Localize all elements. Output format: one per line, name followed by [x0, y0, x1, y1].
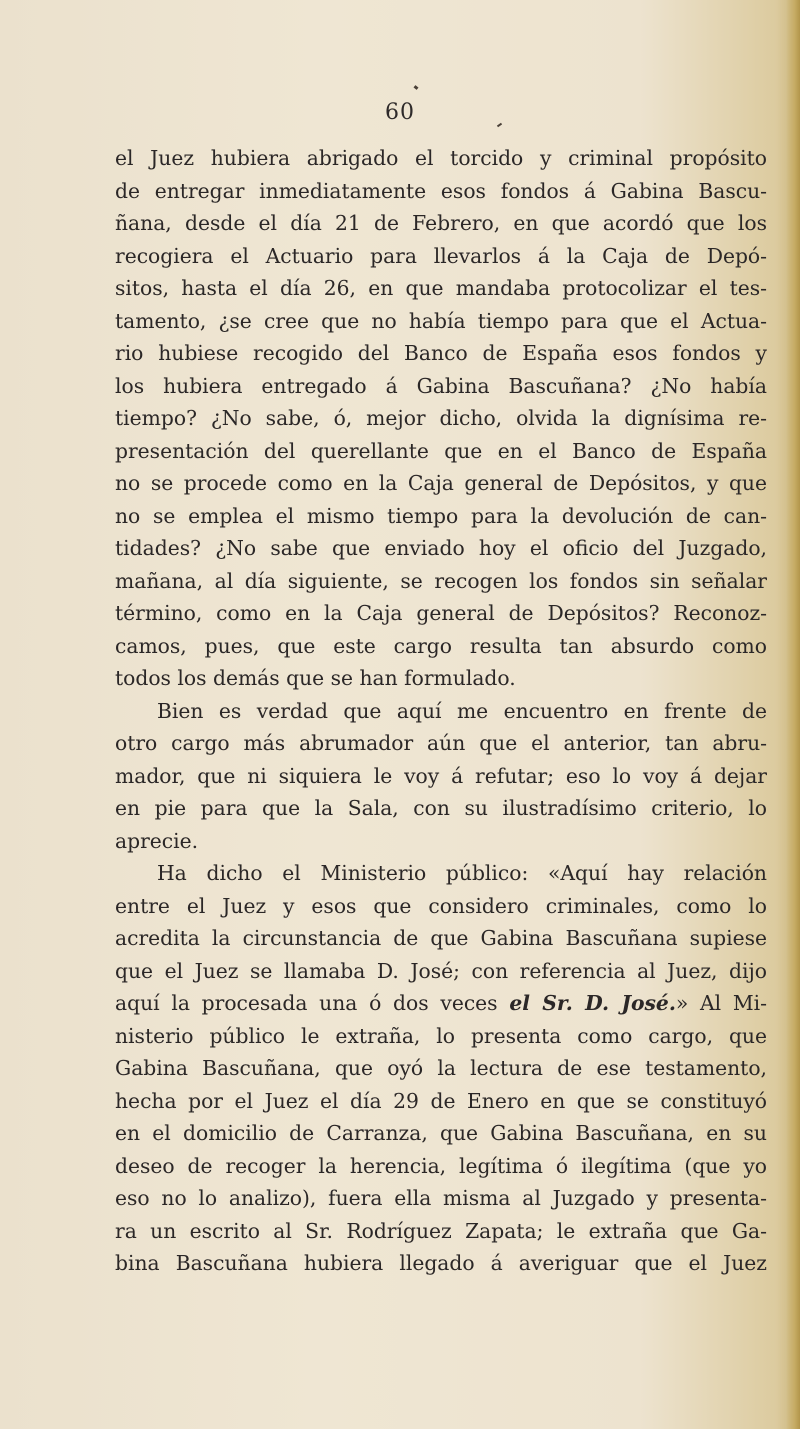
- text-line-with-italics: [115, 987, 767, 1020]
- ink-speck: [414, 85, 419, 90]
- text-line: tiempo? ¿No sabe, ó, mejor dicho, olvida la dignísima re-: [115, 406, 767, 430]
- text-line: todos los demás que se han formulado.: [115, 666, 516, 690]
- text-line: no se procede como en la Caja general de Depósitos, y que: [115, 471, 767, 495]
- page-number: 60: [385, 100, 415, 125]
- text-line: rio hubiese recogido del Banco de España esos fondos y: [115, 341, 767, 365]
- text-line: aprecie.: [115, 828, 199, 853]
- text-line: deseo de recoger la herencia, legítima ó ilegítima (que yo: [115, 1153, 767, 1178]
- text-line: tidades? ¿No sabe que enviado hoy el oficio del Juzgado,: [115, 536, 767, 560]
- text-line: nisterio público le extraña, lo presenta como cargo, que: [115, 1023, 767, 1048]
- text-line: mañana, al día siguiente, se recogen los fondos sin señalar: [115, 568, 767, 593]
- text-line: en pie para que la Sala, con su ilustradísimo criterio, lo: [115, 796, 767, 820]
- text-line: ñana, desde el día 21 de Febrero, en que acordó que los: [115, 211, 767, 235]
- text-line: ra un escrito al Sr. Rodríguez Zapata; le extraña que Ga-: [115, 1218, 767, 1243]
- text-line: presentación del querellante que en el Banco de España: [115, 438, 767, 463]
- text-line: que el Juez se llamaba D. José; con referencia al Juez, dijo: [115, 958, 767, 983]
- text-line: tamento, ¿se cree que no había tiempo para que el Actua-: [115, 308, 767, 333]
- text-line: término, como en la Caja general de Depósitos? Reconoz-: [115, 601, 767, 625]
- body-text: [115, 142, 767, 1280]
- text-line: entre el Juez y esos que considero criminales, como lo: [115, 893, 767, 918]
- text-line: otro cargo más abrumador aún que el anterior, tan abru-: [115, 731, 767, 755]
- page-edge-shading: [786, 0, 800, 1429]
- text-line: Gabina Bascuñana, que oyó la lectura de ese testamento,: [115, 1056, 767, 1080]
- text-segment: » Al Mi-: [675, 991, 767, 1015]
- italic-name: el Sr. D. José.: [509, 991, 676, 1015]
- text-line: los hubiera entregado á Gabina Bascuñana? ¿No había: [115, 373, 767, 398]
- text-line: hecha por el Juez el día 29 de Enero en que se constituyó: [115, 1088, 767, 1113]
- text-line: Ha dicho el Ministerio público: «Aquí hay relación: [157, 861, 767, 885]
- text-line: el Juez hubiera abrigado el torcido y criminal propósito: [115, 146, 767, 170]
- text-line: en el domicilio de Carranza, que Gabina Bascuñana, en su: [115, 1121, 767, 1145]
- text-line: acredita la circunstancia de que Gabina Bascuñana supiese: [115, 926, 767, 950]
- text-line: mador, que ni siquiera le voy á refutar; eso lo voy á dejar: [115, 763, 767, 788]
- text-line: sitos, hasta el día 26, en que mandaba protocolizar el tes-: [115, 276, 767, 300]
- text-line: no se emplea el mismo tiempo para la devolución de can-: [115, 503, 767, 528]
- text-line: recogiera el Actuario para llevarlos á la Caja de Depó-: [115, 243, 767, 268]
- text-line: bina Bascuñana hubiera llegado á averiguar que el Juez: [115, 1251, 767, 1275]
- text-line: camos, pues, que este cargo resulta tan absurdo como: [115, 633, 767, 658]
- text-line: de entregar inmediatamente esos fondos á Gabina Bascu-: [115, 178, 767, 203]
- text-segment: aquí la procesada una ó dos veces: [115, 991, 498, 1015]
- text-line: Bien es verdad que aquí me encuentro en frente de: [157, 698, 767, 723]
- text-line: eso no lo analizo), fuera ella misma al Juzgado y presenta-: [115, 1186, 767, 1210]
